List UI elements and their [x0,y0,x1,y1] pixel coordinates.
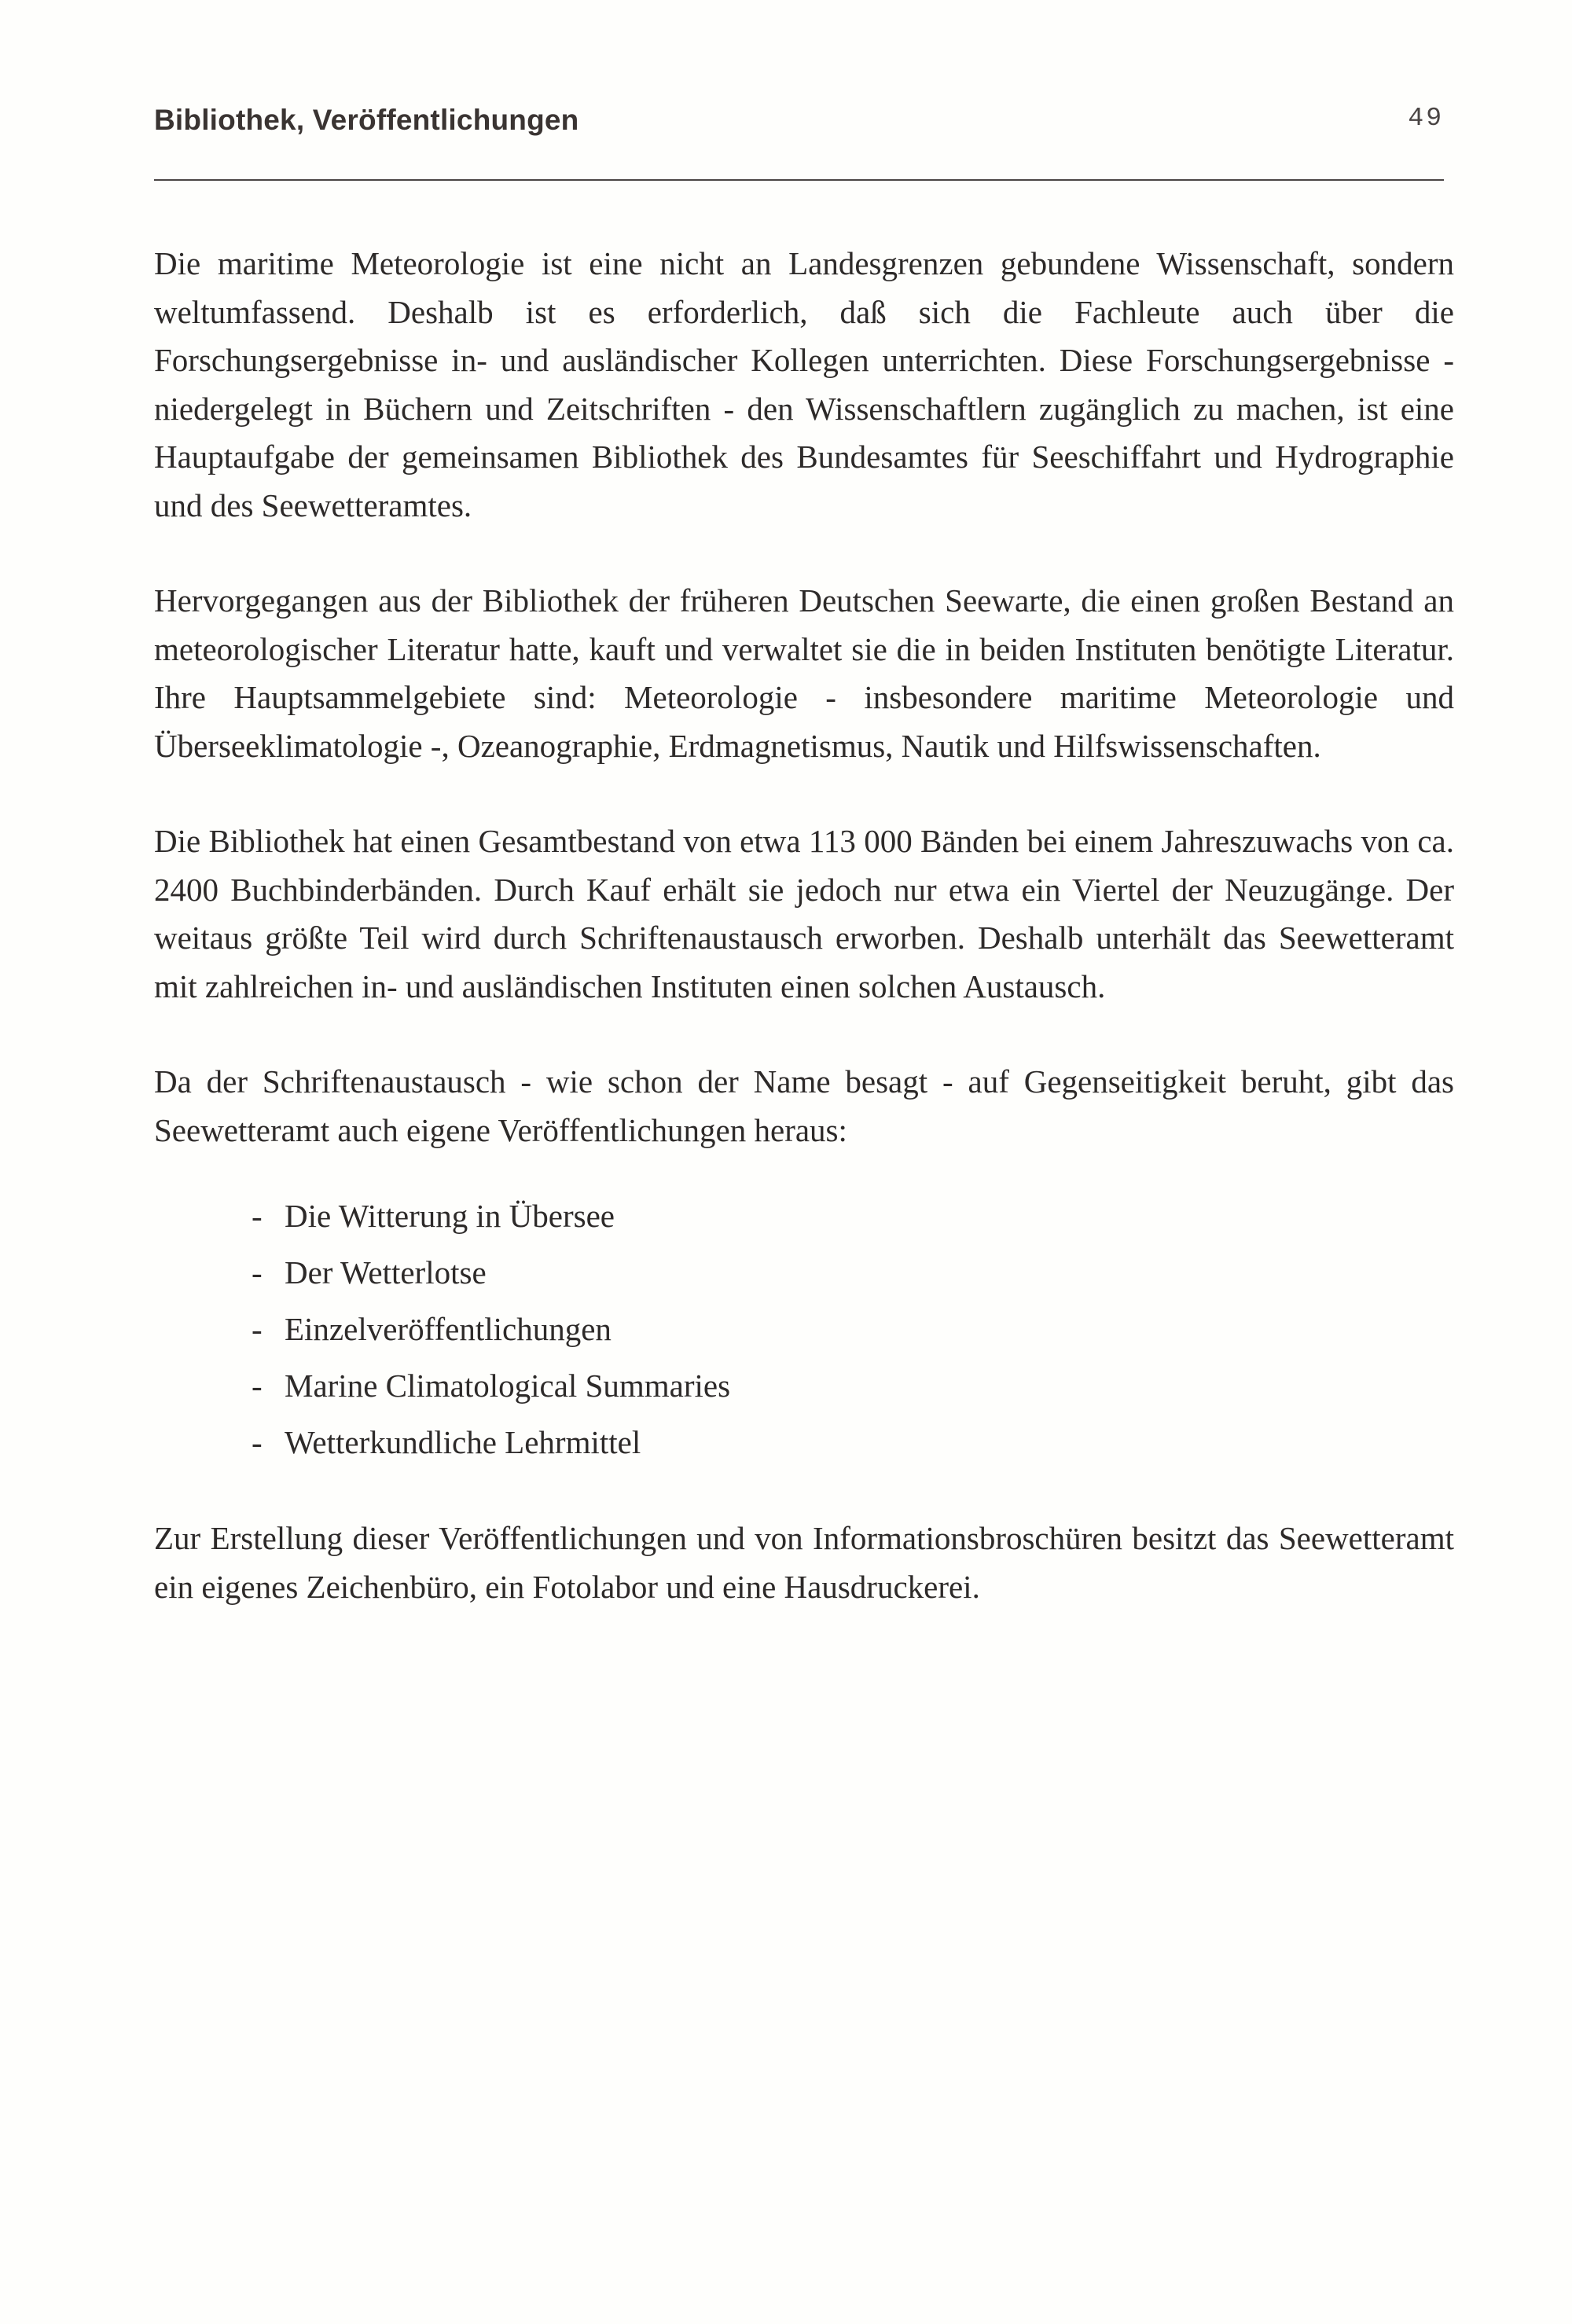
list-bullet: - [252,1424,263,1460]
list-item [252,1301,1454,1357]
list-item [252,1244,1454,1301]
paragraph-maritime-meteorology: Die maritime Meteorologie ist eine nicht an Landesgrenzen gebundene Wissenschaft, sondern weltumfassend. Deshalb ist es erforderlich, daß sich die Fachleute auch über die Forschungsergebnisse in- und ausländischer Kollegen unterrichten. Diese Forschungsergebnisse - niedergelegt in Büchern und Zeitschriften - den Wissenschaftlern zugänglich zu machen, ist eine Hauptaufgabe der gemeinsamen Bibliothek des Bundesamtes für Seeschiffahrt und Hydrographie und des Seewetteramtes. [154,245,1454,523]
list-item-label: Marine Climatological Summaries [285,1368,731,1404]
section-title: Bibliothek, Veröffentlichungen [154,104,579,136]
paragraph-library-history: Hervorgegangen aus der Bibliothek der früheren Deutschen Seewarte, die einen großen Bestand an meteorologischer Literatur hatte, kauft und verwaltet sie die in beiden Instituten benötigte Literatur. Ihre Hauptsammelgebiete sind: Meteorologie - insbesondere maritime Meteorologie und Überseeklimatologie -, Ozeanographie, Erdmagnetismus, Nautik und Hilfswissenschaften. [154,582,1454,764]
paragraph-library-holdings: Die Bibliothek hat einen Gesamtbestand von etwa 113 000 Bänden bei einem Jahreszuwachs von ca. 2400 Buchbinderbänden. Durch Kauf erhält sie jedoch nur etwa ein Viertel der Neuzugänge. Der weitaus größte Teil wird durch Schriftenaustausch erworben. Deshalb unterhält das Seewetteramt mit zahlreichen in- und ausländischen Instituten einen solchen Austausch. [154,823,1454,1004]
publications-list [154,1188,1454,1470]
list-item [252,1357,1454,1414]
list-bullet: - [252,1368,263,1404]
header-rule [154,179,1444,181]
list-item-label: Die Witterung in Übersee [285,1198,615,1234]
list-bullet: - [252,1311,263,1347]
page-number: 49 [1408,104,1444,133]
body-text [154,240,1454,1611]
list-bullet: - [252,1254,263,1290]
list-item-label: Einzelveröffentlichungen [285,1311,612,1347]
running-header [154,96,1447,159]
list-item [252,1414,1454,1470]
list-bullet: - [252,1198,263,1234]
list-item [252,1188,1454,1244]
list-item-label: Wetterkundliche Lehrmittel [285,1424,641,1460]
paragraph-publication-exchange: Da der Schriftenaustausch - wie schon der Name besagt - auf Gegenseitigkeit beruht, gibt das Seewetteramt auch eigene Veröffentlichungen heraus: [154,1063,1454,1148]
paragraph-production-facilities: Zur Erstellung dieser Veröffentlichungen und von Informationsbroschüren besitzt das Seewetteramt ein eigenes Zeichenbüro, ein Fotolabor und eine Hausdruckerei. [154,1520,1454,1605]
list-item-label: Der Wetterlotse [285,1254,487,1290]
